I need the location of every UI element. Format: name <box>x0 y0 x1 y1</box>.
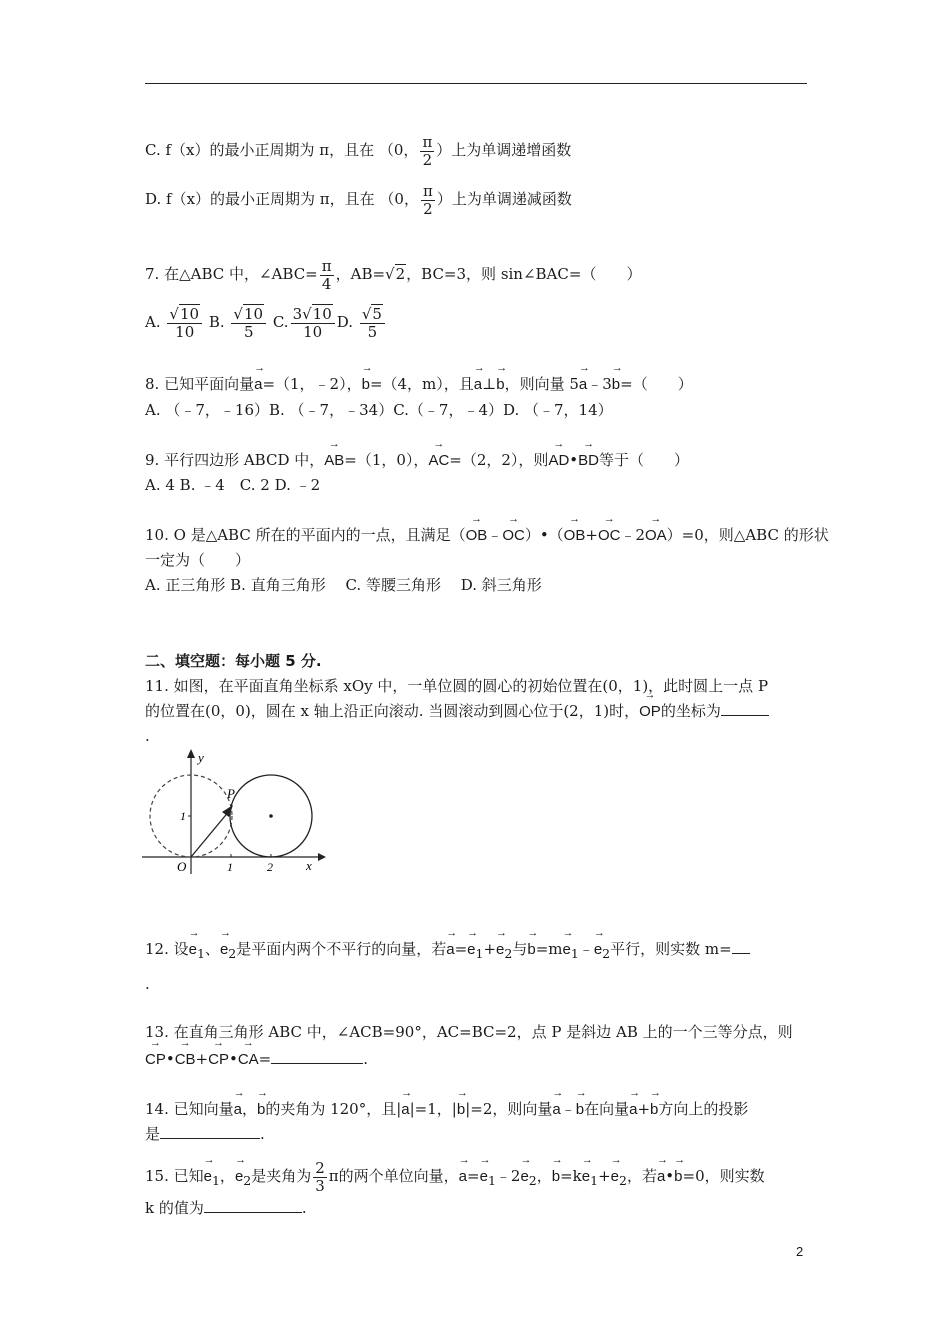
q13-line1: 13. 在直角三角形 ABC 中，∠ACB=90°，AC=BC=2，点 P 是斜边 AB 上的一个三等分点，则 <box>145 1023 793 1041</box>
q15-line2: k 的值为 . <box>145 1199 307 1217</box>
answer-blank[interactable] <box>721 701 769 716</box>
q15-line1: 15. 已知→ $e_1$，→ $e_2$是夹角为 $\frac{2}{3}$ π的两个单位向量，→ $a=\to e_1﹣2\to e_2$，→ $b=k\to e_1+\to e_2$，若→ a•→ b=0，则实数 <box>145 1160 765 1194</box>
origin-label: O <box>177 859 187 874</box>
page-number: 2 <box>796 1244 804 1259</box>
q6-option-c: C. f（x）的最小正周期为 π，且在 （0， $\frac{\pi}{2}$ ）上为单调递增函数 <box>145 133 572 169</box>
q10-stem: 10. O 是△ABC 所在的平面内的一点，且满足（→ OB﹣→ OC）•（→ OB+→ OC﹣2→ OA）=0，则△ABC 的形状 <box>145 524 829 547</box>
q10-stem-line2: 一定为（ ） <box>145 551 251 569</box>
q6-option-d: D. f（x）的最小正周期为 π，且在 （0， $\frac{\pi}{2}$ ）上为单调递减函数 <box>145 182 572 218</box>
y-label: y <box>198 750 204 765</box>
q13-line2: → CP•→ CB+→ CP•→ CA= . <box>145 1048 368 1071</box>
q11-figure <box>140 746 330 878</box>
q11-line1: 11. 如图，在平面直角坐标系 xOy 中，一单位圆的圆心的初始位置在(0，1)，此时圆上一点 P <box>145 677 769 695</box>
q14-line1: 14. 已知向量→ a，→ b的夹角为 120°，且|→ a|=1，|→ b|=2，则向量→ a﹣→ b在向量→ a+→ b方向上的投影 <box>145 1098 748 1121</box>
q11-line3: . <box>145 727 150 745</box>
y-tick-1: 1 <box>180 809 186 823</box>
x-label: x <box>306 858 312 873</box>
answer-blank[interactable] <box>732 939 750 954</box>
y-axis-arrow <box>187 749 195 758</box>
circle-center <box>269 814 273 818</box>
answer-blank[interactable] <box>271 1049 363 1064</box>
q9-options: A. 4 B. ﹣4 C. 2 D. ﹣2 <box>145 476 321 494</box>
section-heading: 二、填空题：每小题 5 分. <box>145 652 322 670</box>
q12-line2: . <box>145 975 150 993</box>
x-tick-2: 2 <box>267 860 273 874</box>
q7-stem: 7. 在△ABC 中，∠ABC= $\frac{\pi}{4}$ ，AB=√2，BC=3，则 sin∠BAC=（ ） <box>145 257 642 293</box>
answer-blank[interactable] <box>160 1124 260 1139</box>
x-tick-1: 1 <box>227 860 233 874</box>
x-axis-arrow <box>318 853 326 861</box>
q12-stem: 12. 设→ $e_1$、→ $e_2$是平面内两个不平行的向量，若→ $a=\to e_1+\to e_2$与→ $b=m\to e_1﹣\to e_2$平行，则实数 m= <box>145 938 750 965</box>
answer-blank[interactable] <box>204 1198 302 1213</box>
q8-stem: 8. 已知平面向量→ a=（1，﹣2），→ b=（4，m），且→ a⊥→ b，则向量 5→ a﹣3→ b=（ ） <box>145 373 693 396</box>
q14-line2: 是 . <box>145 1125 265 1143</box>
vector-op <box>191 810 230 857</box>
header-rule <box>145 83 807 84</box>
q10-options: A. 正三角形 B. 直角三角形 C. 等腰三角形 D. 斜三角形 <box>145 576 542 594</box>
q9-stem: 9. 平行四边形 ABCD 中，→ AB=（1，0），→ AC=（2，2），则→ AD•→ BD等于（ ） <box>145 449 689 472</box>
q8-options: A. （﹣7，﹣16）B. （﹣7，﹣34）C.（﹣7，﹣4）D. （﹣7，14） <box>145 401 613 419</box>
q11-line2: 的位置在(0，0)，圆在 x 轴上沿正向滚动. 当圆滚动到圆心位于(2，1)时，→ OP的坐标为 <box>145 700 769 723</box>
q7-options: A. $\frac{√10}{10}$ B. $\frac{√10}{5}$ C. $\frac{3√10}{10}$ D. $\frac{√5}{5}$ <box>145 306 387 340</box>
p-label: P <box>227 786 235 801</box>
